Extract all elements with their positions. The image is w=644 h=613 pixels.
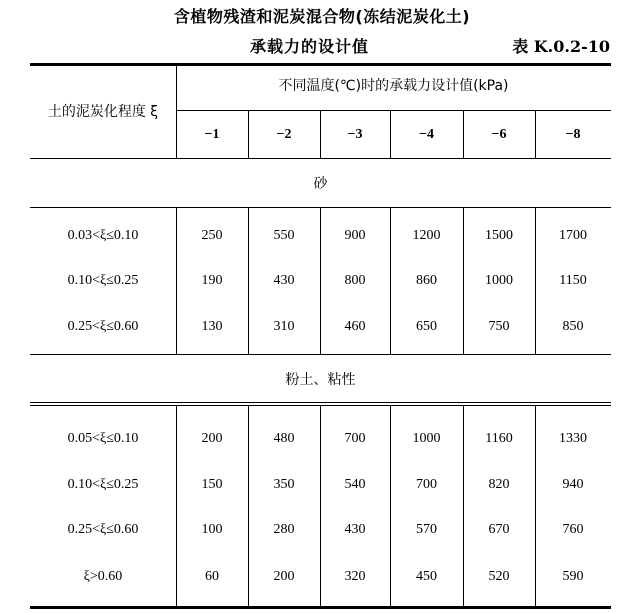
table-cell-value: 310 — [273, 319, 295, 334]
table-cell-value: 60 — [205, 569, 219, 584]
temperature-header: −6 — [491, 127, 507, 142]
column-divider — [176, 65, 177, 159]
table-cell-value: 750 — [488, 319, 510, 334]
table-cell-value: 860 — [416, 273, 437, 288]
row-range-label: ξ>0.60 — [83, 569, 123, 584]
column-divider — [463, 207, 464, 355]
row-range-label: 0.10<ξ≤0.25 — [67, 273, 139, 288]
section-title-sand: 砂 — [313, 176, 328, 192]
column-divider — [176, 207, 177, 355]
temperature-group-header: 不同温度(℃)时的承载力设计值(kPa) — [278, 78, 509, 94]
table-cell-value: 590 — [562, 569, 584, 584]
column-divider — [390, 207, 391, 355]
table-cell-value: 520 — [488, 569, 510, 584]
table-cell-value: 550 — [273, 228, 295, 243]
section-title-silt-clay: 粉土、粘性 — [285, 372, 356, 388]
table-cell-value: 900 — [344, 228, 366, 243]
table-cell-value: 850 — [562, 319, 584, 334]
table-cell-value: 460 — [344, 319, 366, 334]
temperature-header: −4 — [419, 127, 434, 142]
temperature-header: −3 — [347, 127, 363, 142]
table-number: 表 K.0.2-10 — [512, 37, 610, 56]
table-cell-value: 430 — [344, 522, 366, 537]
table-cell-value: 1200 — [412, 228, 441, 243]
table-cell-value: 280 — [273, 522, 295, 537]
header-split-rule — [176, 110, 611, 111]
row-range-label: 0.25<ξ≤0.60 — [67, 319, 139, 334]
double-rule-top — [30, 402, 611, 403]
column-divider — [463, 406, 464, 607]
column-divider — [320, 110, 321, 159]
column-divider — [535, 207, 536, 355]
temperature-header: −8 — [565, 127, 581, 142]
table-cell-value: 200 — [273, 569, 295, 584]
table-cell-value: 940 — [562, 477, 584, 492]
table-cell-value: 820 — [488, 477, 510, 492]
column-divider — [535, 406, 536, 607]
column-divider — [535, 110, 536, 159]
bottom-rule — [30, 606, 611, 609]
table-cell-value: 540 — [344, 477, 366, 492]
header-bottom-rule — [30, 158, 611, 159]
table-cell-value: 350 — [273, 477, 295, 492]
table-cell-value: 700 — [344, 431, 366, 446]
table-cell-value: 150 — [201, 477, 223, 492]
temperature-header: −2 — [276, 127, 292, 142]
table-cell-value: 670 — [488, 522, 510, 537]
table-cell-value: 130 — [201, 319, 223, 334]
column-divider — [320, 406, 321, 607]
column-divider — [390, 406, 391, 607]
table-cell-value: 430 — [273, 273, 295, 288]
table-cell-value: 570 — [416, 522, 437, 537]
table-cell-value: 250 — [201, 228, 223, 243]
table-cell-value: 320 — [344, 569, 366, 584]
table-cell-value: 1330 — [559, 431, 587, 446]
table-cell-value: 1500 — [485, 228, 513, 243]
table-subtitle: 承载力的设计值 — [250, 37, 370, 56]
row-header-label: 土的泥炭化程度 ξ — [47, 104, 159, 120]
table-cell-value: 700 — [416, 477, 437, 492]
table-cell-value: 1000 — [485, 273, 513, 288]
table-cell-value: 1160 — [485, 431, 513, 446]
row-range-label: 0.25<ξ≤0.60 — [67, 522, 139, 537]
column-divider — [248, 207, 249, 355]
table-cell-value: 200 — [201, 431, 223, 446]
table-cell-value: 800 — [344, 273, 366, 288]
table-cell-value: 1700 — [559, 228, 587, 243]
column-divider — [248, 110, 249, 159]
table-cell-value: 1150 — [559, 273, 587, 288]
table-cell-value: 100 — [201, 522, 223, 537]
table-cell-value: 760 — [562, 522, 584, 537]
table-cell-value: 450 — [416, 569, 437, 584]
table-cell-value: 1000 — [412, 431, 441, 446]
row-range-label: 0.10<ξ≤0.25 — [67, 477, 139, 492]
row-range-label: 0.05<ξ≤0.10 — [67, 431, 139, 446]
table-cell-value: 190 — [201, 273, 223, 288]
column-divider — [176, 406, 177, 607]
table-cell-value: 650 — [416, 319, 437, 334]
column-divider — [463, 110, 464, 159]
column-divider — [320, 207, 321, 355]
top-rule — [30, 63, 611, 66]
column-divider — [390, 110, 391, 159]
table-cell-value: 480 — [273, 431, 295, 446]
table-title: 含植物残渣和泥炭混合物(冻结泥炭化土) — [173, 7, 471, 26]
section-rule — [30, 354, 611, 355]
row-range-label: 0.03<ξ≤0.10 — [67, 228, 139, 243]
column-divider — [248, 406, 249, 607]
temperature-header: −1 — [204, 127, 220, 142]
